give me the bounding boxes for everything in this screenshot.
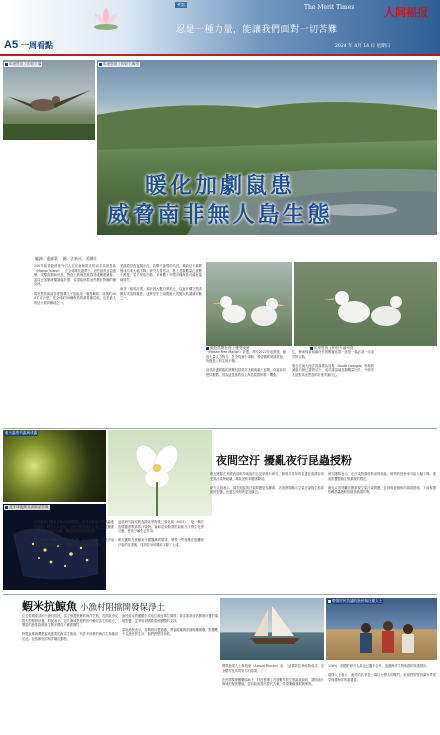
albatross-pair-illustration: [294, 262, 437, 346]
issue-date: 2024 年 4月 14 日 星期日: [335, 44, 391, 49]
section-name: 一周看點: [21, 41, 54, 50]
article1-col2: 老鼠經常在夜間出沒，攻擊不會飛的幼鳥，導致信天翁繁殖成功率大幅下降。研究人員估計，島上老鼠數量已達數十萬隻，若不採取行動，未來數十年間多種海鳥可能在當地消失。 南非「鼠患計畫」預計投入數百萬美元，以直升機空投毒餌方式清除鼠患，這將是史上規模最大的無人島滅鼠行動之一。: [120, 264, 202, 301]
people-illustration: [326, 598, 437, 660]
seabird-illustration: [206, 262, 292, 346]
photo-caption-left: 馬里恩島上的信天翁: [4, 62, 42, 67]
albatross-photo: [3, 60, 95, 140]
article2-left-text: 有些植物只會在傍晚或夜間開花，需要依賴夜行性昆蟲進行授粉。研究人員發現，人造光源造成的光害，已經嚴重干擾這些昆蟲的活動，對生態造成深遠影響。 過去的研究多聚焦在光害的影響，但近期發現，空氣汙染也會改變花朵的氣味，讓夜行昆蟲更難找到花朵。: [34, 520, 114, 547]
fishing-boat-photo: [220, 598, 324, 660]
activists-caption: 帶領村民抗議的漁民與社運人士: [327, 599, 383, 604]
headline: [0, 172, 440, 230]
masthead: [0, 0, 440, 56]
page-label: 笑話: [177, 2, 185, 7]
lotus-icon: [92, 5, 120, 31]
flower-photo: [108, 430, 212, 516]
boat-illustration: [220, 598, 324, 660]
paper-logo: 人间福报: [384, 6, 428, 19]
activists-photo: [326, 598, 437, 660]
caption-marker-icon: [206, 347, 209, 350]
bird-caption-2: 馬里恩島上的信天翁幼鳥: [310, 346, 354, 351]
article3-heading: [22, 598, 165, 614]
nightlight-caption: 北半球夜間光害衛星影像: [4, 505, 50, 510]
article3-col1: 位於泰國南部的小漁村居民，為了保護家鄉的海洋生態，長期抗爭反對大型開發計畫。村民表示，這片海域是他們世代賴以為生的地方，豐富的漁業資源與生物多樣性不應被犧牲。 特提克林海灣是當地重要的海洋生態區，有許多珍貴的海洋生物棲息於此，包括瀕危的海洋哺乳動物。: [22, 614, 118, 641]
caption-marker-icon: [5, 63, 8, 66]
section-number: A5: [4, 39, 19, 51]
article1-col4: 位，藝術保育組織所作的數據估算，這是一場必須一次成功的行動。 過去在南大西洋的南喬治亞島（South Georgia）等地的滅鼠行動已證實可行，成功讓當地鳥類數量回升，令研究人員對馬里恩島的計畫充滿信心。: [292, 350, 374, 377]
article2-mid-text: 這項研究探究的夜間化學物質三氧化氮（NO3），是一種在夜間濃度較高的汙染物，會和花朵散發的氣味分子發生化學反應，使其分解失去作用。 研究團隊在實驗室中模擬真實環境，發現一些夜蛾在接觸被汙染的花香後，找到花朵的機率下降了七成。: [118, 520, 204, 547]
photo-caption-right: 馬里恩島上的岩石海岸: [98, 62, 140, 67]
article3-col2: 漁民組成的團體多次前往政府單位陳情，要求重新評估開發計畫的環境影響，並爭取到國際環保團體的支持。 當地漁民表示，若開發計畫通過，將會破壞海岸線與珊瑚礁，影響數千名漁民的生計，他們將堅持到底。: [122, 614, 218, 637]
seabird-photo: [206, 262, 292, 346]
headline-line-2: 威脅南非無人島生態: [107, 202, 333, 228]
bird-caption-1: 瀕危鳥類在島上遭受威脅: [206, 346, 250, 351]
chick-photo: [294, 262, 437, 346]
evening-primrose-illustration: [108, 430, 212, 516]
article3-col4: 126%，兩國的研究人員也已攜手合作，追蹤海洋生物族群的恢復情況。 環保人士表示，漁村的抗爭是一場以小搏大的戰鬥，但他們的堅持讓外界看見保護海洋的重要性。: [328, 664, 436, 682]
byline: 編譯／逢綠葉 圖／法新社、美聯社: [35, 256, 97, 261]
albatross-illustration: [3, 60, 95, 140]
article2-heading: 夜間空汙 擾亂夜行昆蟲授粉: [216, 454, 352, 467]
tagline: 忍是一種力量，能讓我們面對一切苦難: [176, 25, 338, 35]
caption-marker-icon: [310, 347, 313, 350]
article3-col3: 國際漁業人士林柏東（Arnold Rincon）說：「這樣的抗爭能夠成功，是全體村民共同努力的結果。」 在民間環保團體協助下，村民整理了長達數年的生態調查資料，證明這片海域的保育價值，並向政府提出替代方案，希望兼顧發展與保育。: [222, 664, 324, 687]
article2-far-text: 研究團隊表示，在汙染物濃度較高的地區，植物的授粉率可能大幅下降，進而影響整個生態系統的穩定。 研究人員呼籲各國重視空氣汙染問題，並採取更積極的減排措施，才能保護依賴昆蟲授粉的植物與農作物。: [328, 472, 436, 495]
caption-marker-icon: [99, 63, 102, 66]
section-divider: [3, 428, 437, 429]
article1-col3: （Mouse-Free Marion）計畫，將於2027年起實施，動員大量人力物力，在全島灑下毒餌，希望徹底消滅老鼠，恢復島上的生態平衡。 這項計畫面臨的挑戰包括惡劣天候與龐大面積，但當局仍堅持推動，因為這是拯救島上海鳥族群的唯一機會。: [206, 350, 286, 377]
caption-marker-icon: [5, 506, 8, 509]
english-title: The Merit Times: [304, 4, 355, 11]
article1-col1: 200年前老鼠被意外引入位於南極附近的南非馬里恩島（Marion Island），在全球暖化趨勢下，這些鼠患日益猖獗，攻擊鳥類和幼鳥，對島上的海鳥族群造成嚴重威脅。當局正加緊研擬滅鼠計畫，希望能拯救這些瀕危物種的棲息地。 馬里恩島與南非愛德華王子島組成一個島嶼群，面積約300平方公里，是全球約30種海鳥的重要棲息地，也是最大的信天翁育種地之一。: [34, 264, 116, 305]
headline-line-1: 暖化加劇鼠患: [144, 173, 295, 199]
article3-heading-bold: 蝦米抗鯨魚: [22, 600, 77, 613]
section-divider: [3, 594, 437, 595]
section-marker: [4, 39, 53, 51]
article3-heading-rest: 小漁村阻擋開發保淨土: [80, 603, 166, 613]
firefly-photo: [3, 430, 106, 502]
article2-right-text: 研究團隊在美國西部乾旱地區的月見草進行研究，發現月見草的花香在夜間容易受到汙染物破壞，導致授粉率顯著降低。 研究人員表示，城市地區的汙染問題更為嚴重，這項發現顯示空氣汙染對生態系統的影響，比過去所知的更加廣泛。: [210, 472, 324, 495]
article2-tag: 螢火蟲的幼蟲與成蟲: [5, 431, 38, 435]
